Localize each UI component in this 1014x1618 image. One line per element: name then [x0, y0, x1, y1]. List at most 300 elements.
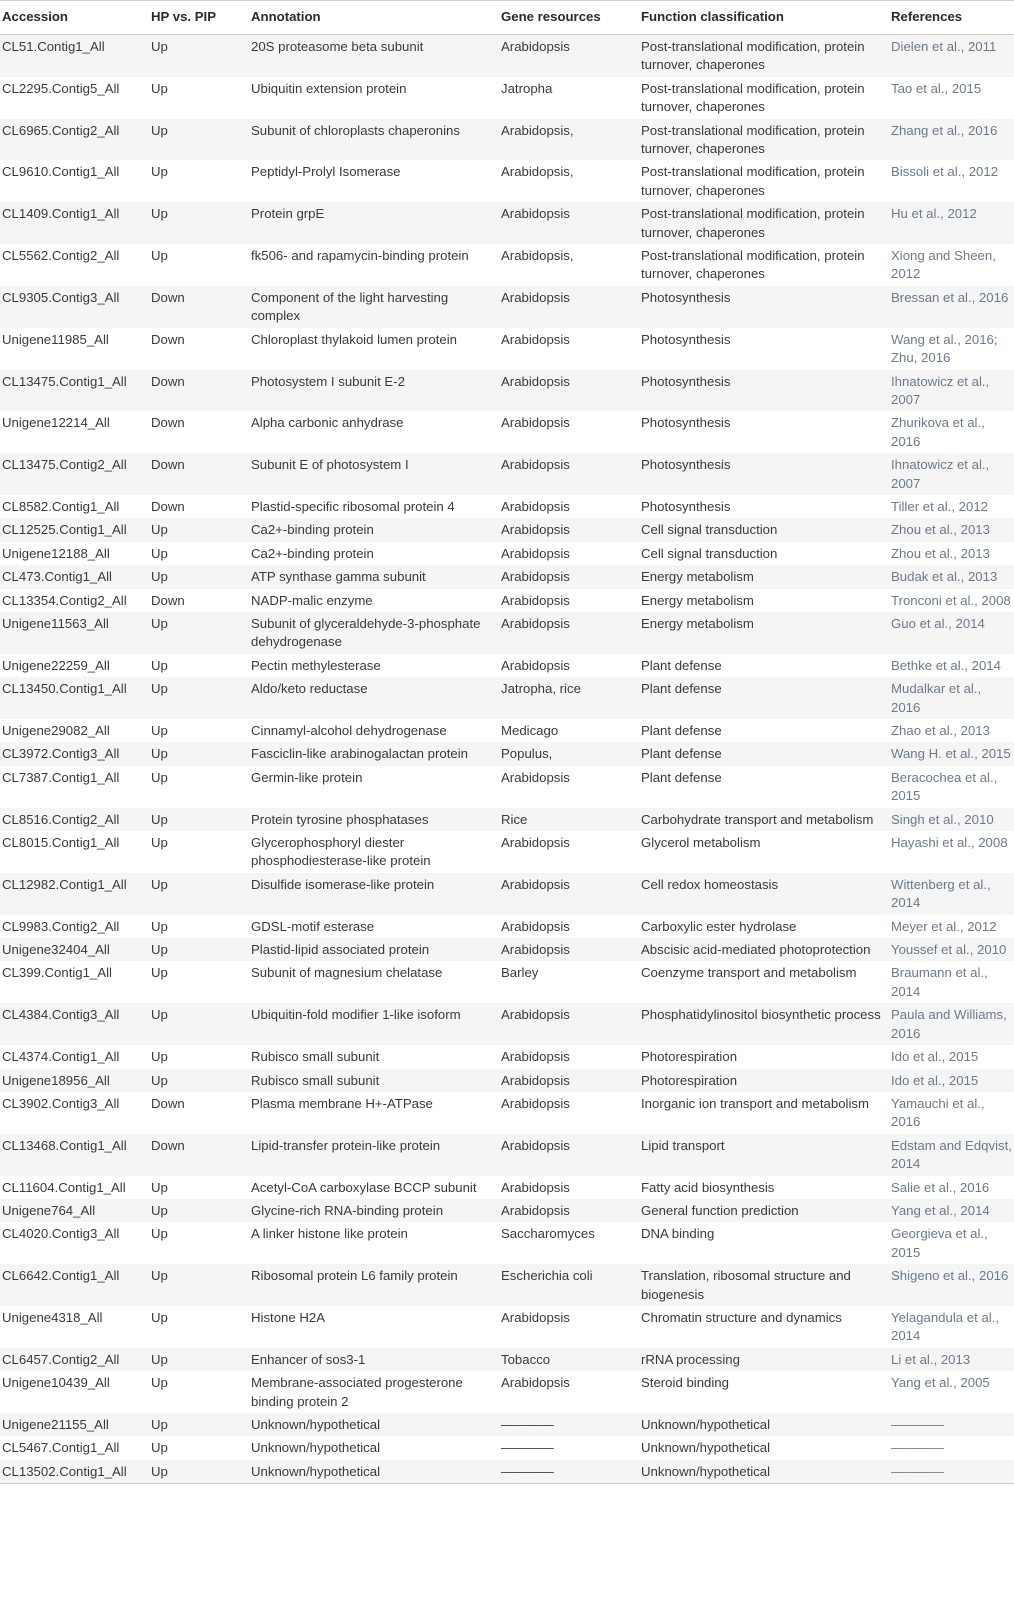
- cell-references: Bethke et al., 2014: [889, 654, 1014, 677]
- cell-accession: CL3902.Contig3_All: [0, 1092, 149, 1134]
- cell-function-classification: Lipid transport: [639, 1134, 889, 1176]
- cell-accession: Unigene22259_All: [0, 654, 149, 677]
- cell-references: Hayashi et al., 2008: [889, 831, 1014, 873]
- cell-annotation: fk506- and rapamycin-binding protein: [249, 244, 499, 286]
- cell-accession: CL13475.Contig1_All: [0, 370, 149, 412]
- cell-hp-vs-pip: Up: [149, 1069, 249, 1092]
- cell-references: Georgieva et al., 2015: [889, 1222, 1014, 1264]
- cell-function-classification: Post-translational modification, protein turnover, chaperones: [639, 244, 889, 286]
- table-row: [0, 1371, 1014, 1413]
- table-row: [0, 328, 1014, 370]
- cell-function-classification: Translation, ribosomal structure and biogenesis: [639, 1264, 889, 1306]
- cell-accession: CL4374.Contig1_All: [0, 1045, 149, 1068]
- cell-accession: CL4020.Contig3_All: [0, 1222, 149, 1264]
- cell-function-classification: Phosphatidylinositol biosynthetic process: [639, 1003, 889, 1045]
- cell-hp-vs-pip: Up: [149, 938, 249, 961]
- table-row: [0, 542, 1014, 565]
- cell-references: Li et al., 2013: [889, 1348, 1014, 1371]
- cell-references: ————: [889, 1413, 1014, 1436]
- table-row: [0, 286, 1014, 328]
- cell-annotation: Lipid-transfer protein-like protein: [249, 1134, 499, 1176]
- table-row: [0, 612, 1014, 654]
- table-row: [0, 1222, 1014, 1264]
- cell-accession: CL13475.Contig2_All: [0, 453, 149, 495]
- cell-annotation: NADP-malic enzyme: [249, 589, 499, 612]
- table-row: [0, 1003, 1014, 1045]
- cell-annotation: Chloroplast thylakoid lumen protein: [249, 328, 499, 370]
- cell-hp-vs-pip: Up: [149, 719, 249, 742]
- cell-annotation: Protein tyrosine phosphatases: [249, 808, 499, 831]
- cell-annotation: Unknown/hypothetical: [249, 1413, 499, 1436]
- cell-gene-resources: Arabidopsis,: [499, 244, 639, 286]
- cell-accession: CL8582.Contig1_All: [0, 495, 149, 518]
- cell-gene-resources: Arabidopsis: [499, 453, 639, 495]
- cell-gene-resources: Escherichia coli: [499, 1264, 639, 1306]
- cell-gene-resources: Arabidopsis: [499, 518, 639, 541]
- cell-function-classification: Photosynthesis: [639, 286, 889, 328]
- cell-gene-resources: Arabidopsis: [499, 542, 639, 565]
- cell-references: Budak et al., 2013: [889, 565, 1014, 588]
- cell-hp-vs-pip: Up: [149, 1176, 249, 1199]
- cell-references: Xiong and Sheen, 2012: [889, 244, 1014, 286]
- cell-function-classification: Unknown/hypothetical: [639, 1436, 889, 1459]
- cell-annotation: Subunit of chloroplasts chaperonins: [249, 119, 499, 161]
- cell-annotation: Histone H2A: [249, 1306, 499, 1348]
- cell-annotation: GDSL-motif esterase: [249, 915, 499, 938]
- cell-accession: CL13468.Contig1_All: [0, 1134, 149, 1176]
- cell-references: Mudalkar et al., 2016: [889, 677, 1014, 719]
- cell-accession: CL13502.Contig1_All: [0, 1460, 149, 1484]
- cell-references: Zhang et al., 2016: [889, 119, 1014, 161]
- cell-annotation: 20S proteasome beta subunit: [249, 35, 499, 77]
- cell-annotation: Ribosomal protein L6 family protein: [249, 1264, 499, 1306]
- cell-references: Salie et al., 2016: [889, 1176, 1014, 1199]
- cell-accession: Unigene11985_All: [0, 328, 149, 370]
- cell-accession: Unigene10439_All: [0, 1371, 149, 1413]
- cell-references: Zhou et al., 2013: [889, 542, 1014, 565]
- cell-function-classification: Cell signal transduction: [639, 518, 889, 541]
- cell-hp-vs-pip: Up: [149, 915, 249, 938]
- cell-accession: Unigene29082_All: [0, 719, 149, 742]
- cell-references: Ihnatowicz et al., 2007: [889, 453, 1014, 495]
- cell-annotation: Glycerophosphoryl diester phosphodiesterase-like protein: [249, 831, 499, 873]
- cell-hp-vs-pip: Up: [149, 565, 249, 588]
- table-row: [0, 1199, 1014, 1222]
- cell-references: Hu et al., 2012: [889, 202, 1014, 244]
- cell-annotation: Pectin methylesterase: [249, 654, 499, 677]
- cell-annotation: Unknown/hypothetical: [249, 1436, 499, 1459]
- cell-gene-resources: Arabidopsis: [499, 831, 639, 873]
- cell-references: Ihnatowicz et al., 2007: [889, 370, 1014, 412]
- cell-function-classification: Plant defense: [639, 719, 889, 742]
- cell-hp-vs-pip: Up: [149, 518, 249, 541]
- cell-references: Yelagandula et al., 2014: [889, 1306, 1014, 1348]
- cell-hp-vs-pip: Up: [149, 1348, 249, 1371]
- cell-gene-resources: Arabidopsis: [499, 411, 639, 453]
- cell-function-classification: Photosynthesis: [639, 411, 889, 453]
- cell-references: Singh et al., 2010: [889, 808, 1014, 831]
- cell-gene-resources: Arabidopsis: [499, 1199, 639, 1222]
- table-row: [0, 1348, 1014, 1371]
- cell-hp-vs-pip: Up: [149, 1222, 249, 1264]
- table-row: [0, 961, 1014, 1003]
- cell-references: Tao et al., 2015: [889, 77, 1014, 119]
- cell-function-classification: DNA binding: [639, 1222, 889, 1264]
- table-row: [0, 1176, 1014, 1199]
- cell-annotation: Protein grpE: [249, 202, 499, 244]
- cell-gene-resources: Arabidopsis,: [499, 119, 639, 161]
- cell-hp-vs-pip: Down: [149, 1092, 249, 1134]
- cell-hp-vs-pip: Up: [149, 654, 249, 677]
- cell-hp-vs-pip: Up: [149, 542, 249, 565]
- cell-function-classification: Cell redox homeostasis: [639, 873, 889, 915]
- cell-annotation: Subunit of magnesium chelatase: [249, 961, 499, 1003]
- cell-function-classification: Fatty acid biosynthesis: [639, 1176, 889, 1199]
- cell-function-classification: Post-translational modification, protein turnover, chaperones: [639, 119, 889, 161]
- cell-gene-resources: Arabidopsis: [499, 589, 639, 612]
- cell-function-classification: Post-translational modification, protein turnover, chaperones: [639, 35, 889, 77]
- cell-references: Braumann et al., 2014: [889, 961, 1014, 1003]
- cell-annotation: Plastid-lipid associated protein: [249, 938, 499, 961]
- cell-hp-vs-pip: Up: [149, 35, 249, 77]
- cell-references: Ido et al., 2015: [889, 1069, 1014, 1092]
- table-row: [0, 831, 1014, 873]
- cell-annotation: Ubiquitin-fold modifier 1-like isoform: [249, 1003, 499, 1045]
- cell-gene-resources: Arabidopsis: [499, 873, 639, 915]
- cell-accession: CL5467.Contig1_All: [0, 1436, 149, 1459]
- cell-function-classification: Energy metabolism: [639, 589, 889, 612]
- cell-annotation: ATP synthase gamma subunit: [249, 565, 499, 588]
- cell-accession: CL9610.Contig1_All: [0, 160, 149, 202]
- cell-function-classification: Carbohydrate transport and metabolism: [639, 808, 889, 831]
- cell-accession: Unigene21155_All: [0, 1413, 149, 1436]
- cell-references: Edstam and Edqvist, 2014: [889, 1134, 1014, 1176]
- table-row: [0, 677, 1014, 719]
- cell-accession: CL12982.Contig1_All: [0, 873, 149, 915]
- cell-annotation: Acetyl-CoA carboxylase BCCP subunit: [249, 1176, 499, 1199]
- cell-annotation: Cinnamyl-alcohol dehydrogenase: [249, 719, 499, 742]
- header-function-classification: Function classification: [639, 1, 889, 35]
- cell-accession: CL4384.Contig3_All: [0, 1003, 149, 1045]
- cell-accession: CL8015.Contig1_All: [0, 831, 149, 873]
- cell-hp-vs-pip: Up: [149, 77, 249, 119]
- cell-gene-resources: Arabidopsis: [499, 915, 639, 938]
- cell-function-classification: rRNA processing: [639, 1348, 889, 1371]
- cell-function-classification: Photorespiration: [639, 1045, 889, 1068]
- cell-references: Tronconi et al., 2008: [889, 589, 1014, 612]
- table-header: [0, 1, 1014, 35]
- table-row: [0, 719, 1014, 742]
- cell-annotation: Glycine-rich RNA-binding protein: [249, 1199, 499, 1222]
- cell-function-classification: Carboxylic ester hydrolase: [639, 915, 889, 938]
- cell-hp-vs-pip: Down: [149, 453, 249, 495]
- cell-function-classification: Coenzyme transport and metabolism: [639, 961, 889, 1003]
- header-references: References: [889, 1, 1014, 35]
- cell-references: Zhao et al., 2013: [889, 719, 1014, 742]
- table-row: [0, 938, 1014, 961]
- cell-function-classification: Photosynthesis: [639, 453, 889, 495]
- cell-hp-vs-pip: Up: [149, 831, 249, 873]
- cell-annotation: Aldo/keto reductase: [249, 677, 499, 719]
- cell-references: Youssef et al., 2010: [889, 938, 1014, 961]
- table-row: [0, 1069, 1014, 1092]
- cell-gene-resources: Arabidopsis,: [499, 160, 639, 202]
- cell-hp-vs-pip: Up: [149, 961, 249, 1003]
- cell-hp-vs-pip: Up: [149, 1436, 249, 1459]
- cell-gene-resources: Arabidopsis: [499, 565, 639, 588]
- cell-accession: Unigene11563_All: [0, 612, 149, 654]
- cell-hp-vs-pip: Down: [149, 328, 249, 370]
- cell-function-classification: Steroid binding: [639, 1371, 889, 1413]
- cell-annotation: Disulfide isomerase-like protein: [249, 873, 499, 915]
- cell-accession: Unigene12188_All: [0, 542, 149, 565]
- cell-hp-vs-pip: Up: [149, 612, 249, 654]
- cell-accession: CL6965.Contig2_All: [0, 119, 149, 161]
- cell-accession: CL11604.Contig1_All: [0, 1176, 149, 1199]
- cell-references: Yang et al., 2014: [889, 1199, 1014, 1222]
- cell-references: Dielen et al., 2011: [889, 35, 1014, 77]
- table-row: [0, 808, 1014, 831]
- cell-references: Wang et al., 2016; Zhu, 2016: [889, 328, 1014, 370]
- cell-hp-vs-pip: Up: [149, 1460, 249, 1484]
- table-row: [0, 915, 1014, 938]
- cell-hp-vs-pip: Up: [149, 1306, 249, 1348]
- cell-gene-resources: Arabidopsis: [499, 1003, 639, 1045]
- cell-accession: CL13354.Contig2_All: [0, 589, 149, 612]
- cell-gene-resources: ————: [499, 1460, 639, 1484]
- table-row: [0, 1306, 1014, 1348]
- header-hp-vs-pip: HP vs. PIP: [149, 1, 249, 35]
- cell-annotation: Unknown/hypothetical: [249, 1460, 499, 1484]
- cell-accession: CL6642.Contig1_All: [0, 1264, 149, 1306]
- header-gene-resources: Gene resources: [499, 1, 639, 35]
- cell-hp-vs-pip: Up: [149, 742, 249, 765]
- cell-function-classification: Energy metabolism: [639, 612, 889, 654]
- cell-function-classification: Post-translational modification, protein turnover, chaperones: [639, 160, 889, 202]
- cell-annotation: Ubiquitin extension protein: [249, 77, 499, 119]
- cell-annotation: Membrane-associated progesterone binding protein 2: [249, 1371, 499, 1413]
- table-body: [0, 35, 1014, 1484]
- cell-hp-vs-pip: Up: [149, 1264, 249, 1306]
- cell-gene-resources: ————: [499, 1436, 639, 1459]
- cell-annotation: Plasma membrane H+-ATPase: [249, 1092, 499, 1134]
- cell-function-classification: Plant defense: [639, 766, 889, 808]
- cell-hp-vs-pip: Up: [149, 202, 249, 244]
- table-row: [0, 77, 1014, 119]
- table-row: [0, 35, 1014, 77]
- cell-gene-resources: Arabidopsis: [499, 766, 639, 808]
- cell-function-classification: Glycerol metabolism: [639, 831, 889, 873]
- cell-hp-vs-pip: Down: [149, 1134, 249, 1176]
- cell-annotation: Plastid-specific ribosomal protein 4: [249, 495, 499, 518]
- cell-hp-vs-pip: Up: [149, 1199, 249, 1222]
- cell-gene-resources: Arabidopsis: [499, 202, 639, 244]
- cell-references: Beracochea et al., 2015: [889, 766, 1014, 808]
- cell-function-classification: Post-translational modification, protein turnover, chaperones: [639, 202, 889, 244]
- cell-function-classification: Unknown/hypothetical: [639, 1413, 889, 1436]
- cell-accession: Unigene32404_All: [0, 938, 149, 961]
- cell-hp-vs-pip: Up: [149, 808, 249, 831]
- table-row: [0, 742, 1014, 765]
- header-annotation: Annotation: [249, 1, 499, 35]
- cell-accession: CL5562.Contig2_All: [0, 244, 149, 286]
- cell-accession: CL8516.Contig2_All: [0, 808, 149, 831]
- table-row: [0, 589, 1014, 612]
- cell-references: Paula and Williams, 2016: [889, 1003, 1014, 1045]
- header-row: [0, 1, 1014, 35]
- cell-function-classification: Plant defense: [639, 677, 889, 719]
- table-row: [0, 518, 1014, 541]
- cell-hp-vs-pip: Down: [149, 286, 249, 328]
- cell-gene-resources: Arabidopsis: [499, 328, 639, 370]
- cell-gene-resources: Barley: [499, 961, 639, 1003]
- table-row: [0, 565, 1014, 588]
- cell-gene-resources: Arabidopsis: [499, 1045, 639, 1068]
- cell-accession: CL3972.Contig3_All: [0, 742, 149, 765]
- cell-references: Bissoli et al., 2012: [889, 160, 1014, 202]
- cell-hp-vs-pip: Up: [149, 1413, 249, 1436]
- table-row: [0, 1413, 1014, 1436]
- cell-accession: CL51.Contig1_All: [0, 35, 149, 77]
- cell-gene-resources: Jatropha: [499, 77, 639, 119]
- cell-annotation: Germin-like protein: [249, 766, 499, 808]
- cell-function-classification: Plant defense: [639, 742, 889, 765]
- cell-annotation: Subunit E of photosystem I: [249, 453, 499, 495]
- cell-gene-resources: Arabidopsis: [499, 1176, 639, 1199]
- table-row: [0, 1045, 1014, 1068]
- cell-gene-resources: Rice: [499, 808, 639, 831]
- cell-references: Shigeno et al., 2016: [889, 1264, 1014, 1306]
- cell-gene-resources: Arabidopsis: [499, 1134, 639, 1176]
- cell-hp-vs-pip: Up: [149, 1371, 249, 1413]
- cell-references: Ido et al., 2015: [889, 1045, 1014, 1068]
- cell-function-classification: Photosynthesis: [639, 370, 889, 412]
- cell-gene-resources: Arabidopsis: [499, 370, 639, 412]
- cell-gene-resources: Medicago: [499, 719, 639, 742]
- cell-hp-vs-pip: Up: [149, 677, 249, 719]
- cell-gene-resources: Arabidopsis: [499, 1306, 639, 1348]
- cell-accession: Unigene4318_All: [0, 1306, 149, 1348]
- cell-hp-vs-pip: Up: [149, 160, 249, 202]
- cell-references: Wittenberg et al., 2014: [889, 873, 1014, 915]
- cell-accession: CL2295.Contig5_All: [0, 77, 149, 119]
- table-row: [0, 411, 1014, 453]
- cell-accession: Unigene12214_All: [0, 411, 149, 453]
- table-row: [0, 654, 1014, 677]
- cell-accession: CL399.Contig1_All: [0, 961, 149, 1003]
- table-row: [0, 1092, 1014, 1134]
- cell-function-classification: Inorganic ion transport and metabolism: [639, 1092, 889, 1134]
- cell-annotation: Rubisco small subunit: [249, 1069, 499, 1092]
- cell-accession: Unigene764_All: [0, 1199, 149, 1222]
- cell-hp-vs-pip: Down: [149, 370, 249, 412]
- table-row: [0, 202, 1014, 244]
- cell-accession: CL9305.Contig3_All: [0, 286, 149, 328]
- cell-references: Yang et al., 2005: [889, 1371, 1014, 1413]
- table-row: [0, 1134, 1014, 1176]
- table-row: [0, 370, 1014, 412]
- cell-references: ————: [889, 1460, 1014, 1484]
- cell-gene-resources: Arabidopsis: [499, 286, 639, 328]
- cell-references: Zhurikova et al., 2016: [889, 411, 1014, 453]
- cell-hp-vs-pip: Up: [149, 119, 249, 161]
- cell-gene-resources: Arabidopsis: [499, 1069, 639, 1092]
- cell-annotation: Ca2+-binding protein: [249, 542, 499, 565]
- table-row: [0, 495, 1014, 518]
- table-row: [0, 244, 1014, 286]
- cell-references: Wang H. et al., 2015: [889, 742, 1014, 765]
- table-row: [0, 1436, 1014, 1459]
- cell-hp-vs-pip: Up: [149, 1045, 249, 1068]
- cell-function-classification: Chromatin structure and dynamics: [639, 1306, 889, 1348]
- cell-accession: Unigene18956_All: [0, 1069, 149, 1092]
- table-row: [0, 1460, 1014, 1484]
- cell-references: Yamauchi et al., 2016: [889, 1092, 1014, 1134]
- header-accession: Accession: [0, 1, 149, 35]
- table-row: [0, 873, 1014, 915]
- cell-annotation: Photosystem I subunit E-2: [249, 370, 499, 412]
- cell-function-classification: General function prediction: [639, 1199, 889, 1222]
- cell-hp-vs-pip: Up: [149, 766, 249, 808]
- cell-gene-resources: Arabidopsis: [499, 612, 639, 654]
- cell-function-classification: Energy metabolism: [639, 565, 889, 588]
- cell-gene-resources: Arabidopsis: [499, 654, 639, 677]
- cell-function-classification: Photorespiration: [639, 1069, 889, 1092]
- cell-gene-resources: Arabidopsis: [499, 35, 639, 77]
- cell-gene-resources: ————: [499, 1413, 639, 1436]
- cell-annotation: Ca2+-binding protein: [249, 518, 499, 541]
- cell-accession: CL12525.Contig1_All: [0, 518, 149, 541]
- cell-hp-vs-pip: Down: [149, 495, 249, 518]
- cell-annotation: A linker histone like protein: [249, 1222, 499, 1264]
- cell-annotation: Alpha carbonic anhydrase: [249, 411, 499, 453]
- cell-accession: CL7387.Contig1_All: [0, 766, 149, 808]
- cell-references: Zhou et al., 2013: [889, 518, 1014, 541]
- table-row: [0, 1264, 1014, 1306]
- cell-accession: CL9983.Contig2_All: [0, 915, 149, 938]
- cell-gene-resources: Jatropha, rice: [499, 677, 639, 719]
- cell-references: Tiller et al., 2012: [889, 495, 1014, 518]
- cell-gene-resources: Arabidopsis: [499, 938, 639, 961]
- table-row: [0, 160, 1014, 202]
- cell-hp-vs-pip: Down: [149, 589, 249, 612]
- cell-hp-vs-pip: Up: [149, 244, 249, 286]
- cell-references: Meyer et al., 2012: [889, 915, 1014, 938]
- cell-annotation: Subunit of glyceraldehyde-3-phosphate dehydrogenase: [249, 612, 499, 654]
- table-row: [0, 766, 1014, 808]
- table-row: [0, 119, 1014, 161]
- cell-hp-vs-pip: Up: [149, 873, 249, 915]
- cell-annotation: Fasciclin-like arabinogalactan protein: [249, 742, 499, 765]
- cell-function-classification: Unknown/hypothetical: [639, 1460, 889, 1484]
- cell-function-classification: Abscisic acid-mediated photoprotection: [639, 938, 889, 961]
- cell-gene-resources: Tobacco: [499, 1348, 639, 1371]
- table-row: [0, 453, 1014, 495]
- cell-references: Bressan et al., 2016: [889, 286, 1014, 328]
- cell-accession: CL473.Contig1_All: [0, 565, 149, 588]
- cell-references: ————: [889, 1436, 1014, 1459]
- cell-function-classification: Photosynthesis: [639, 495, 889, 518]
- cell-accession: CL13450.Contig1_All: [0, 677, 149, 719]
- cell-hp-vs-pip: Down: [149, 411, 249, 453]
- cell-accession: CL1409.Contig1_All: [0, 202, 149, 244]
- cell-function-classification: Post-translational modification, protein turnover, chaperones: [639, 77, 889, 119]
- cell-annotation: Component of the light harvesting complex: [249, 286, 499, 328]
- cell-annotation: Rubisco small subunit: [249, 1045, 499, 1068]
- cell-gene-resources: Arabidopsis: [499, 1371, 639, 1413]
- cell-hp-vs-pip: Up: [149, 1003, 249, 1045]
- cell-gene-resources: Saccharomyces: [499, 1222, 639, 1264]
